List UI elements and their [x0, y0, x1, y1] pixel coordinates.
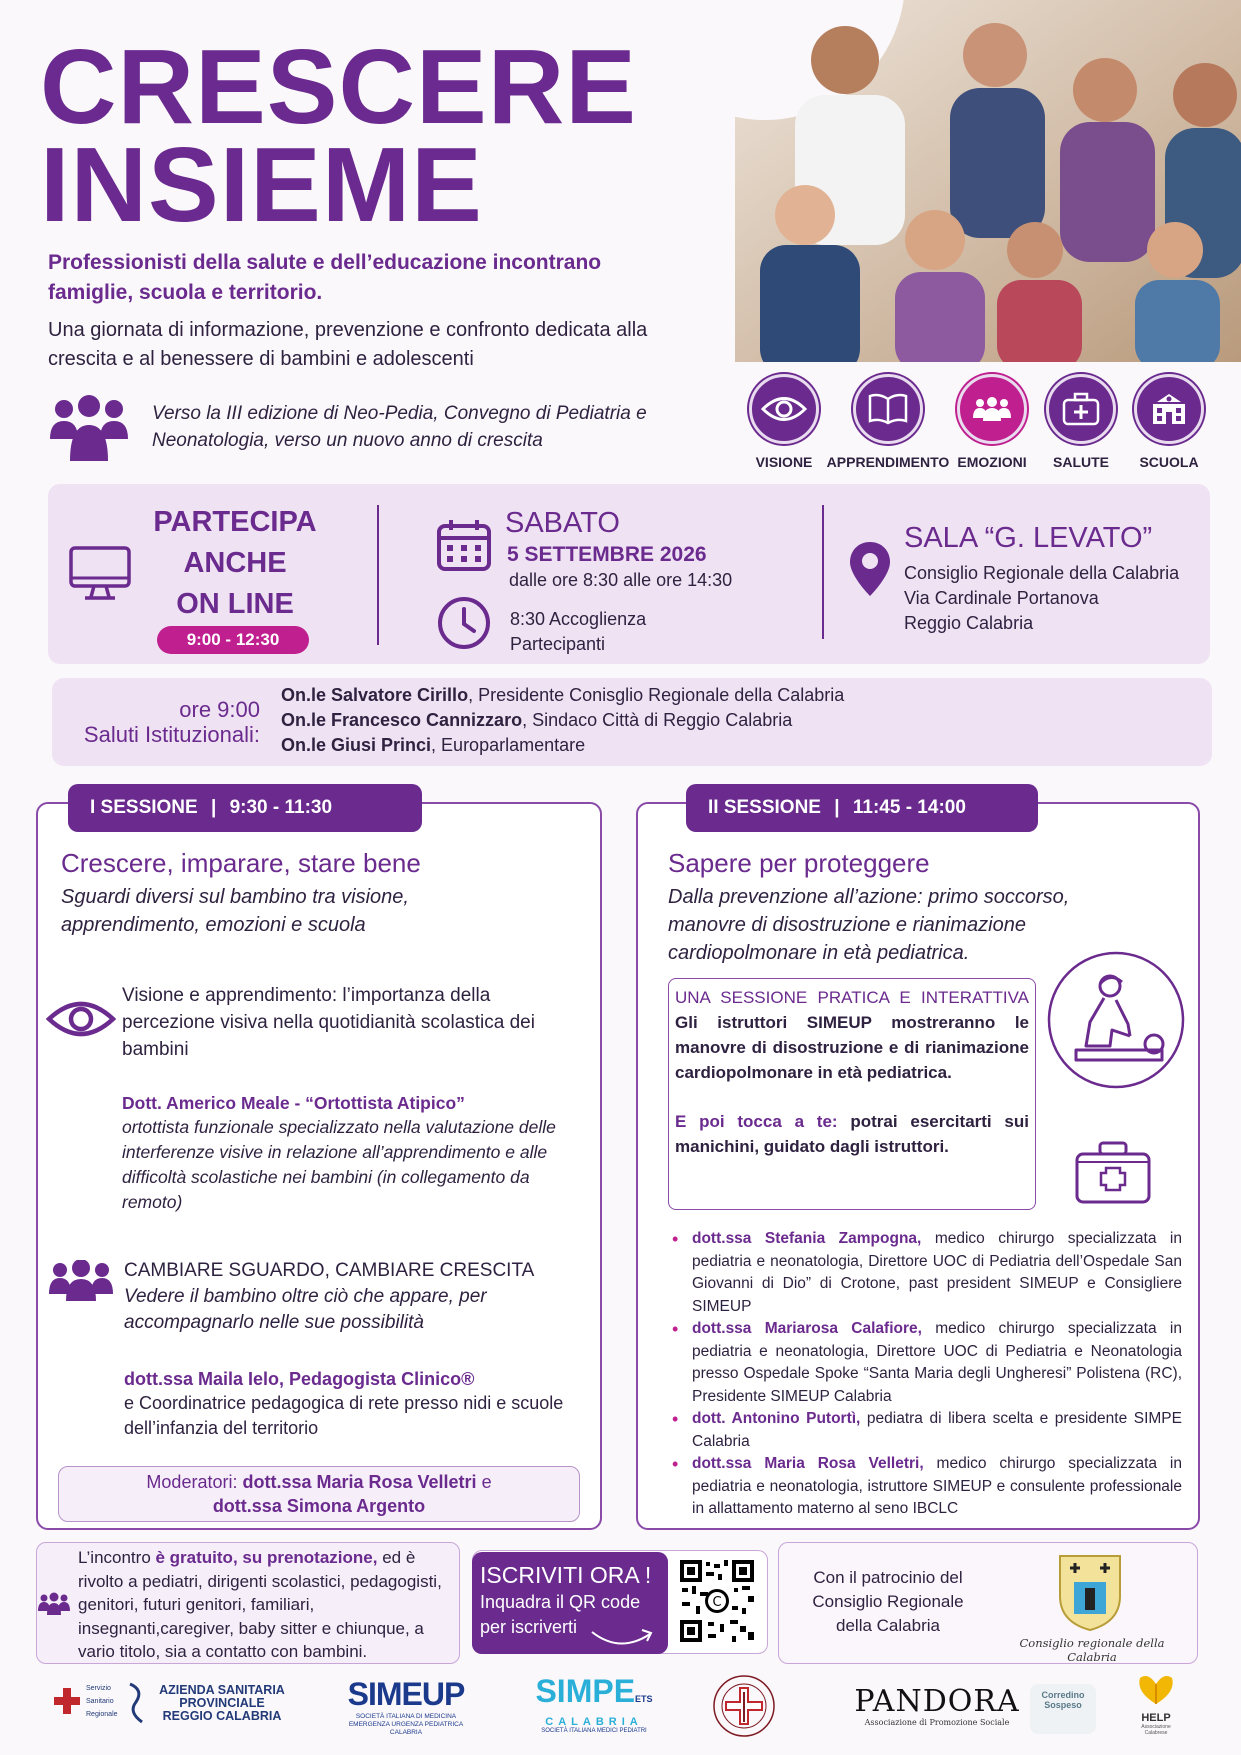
speaker-bio: medico chirurgo specializzata in pediatria e neonatologia, Direttore UOC di Pediatria e Neonatologia presso Ospedale Spoke “Santa Maria degli Ungheresi” Polistena (RC), Presidente SIMEUP Calabria	[692, 1320, 1182, 1405]
asp-small-2: Sanitario	[86, 1698, 114, 1705]
theme-label: VISIONE	[755, 454, 813, 470]
moderators-and: e	[476, 1472, 492, 1492]
speaker-name: dott.ssa Maria Rosa Velletri,	[692, 1455, 924, 1472]
calendar-icon	[436, 518, 492, 576]
signup-line-2: per iscriverti	[480, 1617, 578, 1637]
signup-cta[interactable]	[472, 1552, 668, 1654]
group-icon	[38, 1592, 70, 1620]
book-icon	[853, 374, 923, 444]
free-bold: è gratuito, su prenotazione,	[155, 1548, 378, 1567]
group-icon	[48, 1260, 114, 1306]
session-2-title: Sapere per proteggere	[668, 848, 930, 878]
title-line-1: CRESCERE	[40, 28, 638, 146]
session-1-subtitle: Sguardi diversi sul bambino tra visione, apprendimento, emozioni e scuola	[61, 886, 409, 936]
event-day: SABATO	[505, 507, 620, 539]
divider	[822, 505, 824, 639]
online-line-1: PARTECIPA	[153, 506, 317, 538]
moderator-1: dott.ssa Maria Rosa Velletri	[242, 1472, 477, 1492]
pandora-logo	[854, 1686, 1020, 1727]
hero-photo	[735, 0, 1241, 362]
asp-text	[152, 1684, 292, 1723]
talk-1-title: Visione e apprendimento: l’importanza della percezione visiva nella quotidianità scolastica dei bambini	[122, 985, 535, 1060]
free-post: ed è rivolto a pediatri, dirigenti scolastici, pedagogisti, genitori, futuri genitori, familiari, insegnanti,caregiver, baby sitter e chiunque, a vario titolo, sia a contatto con bambini.	[78, 1548, 442, 1661]
greetings-label	[60, 697, 260, 747]
help-logo	[1130, 1670, 1182, 1736]
asp-logo	[52, 1680, 292, 1740]
greetings-time: ore 9:00	[179, 697, 260, 722]
talk-1-bio: ortottista funzionale specializzato nella valutazione delle interferenze visive in relazione all’apprendimento e alle difficoltà scolastiche nei bambini (in collegamento da remoto)	[122, 1117, 556, 1212]
simpe-name: SIMPEETS	[535, 1673, 653, 1709]
session-tab-time: 9:30 - 11:30	[229, 797, 333, 818]
first-aid-icon	[1046, 374, 1116, 444]
speaker-bio: medico chirurgo specializzata in pediatria e neonatologia, istruttore SIMEUP e consulente professionale in allattamento materno al seno IBCLC	[692, 1455, 1182, 1517]
svg-text:C: C	[712, 1595, 722, 1610]
school-icon	[1134, 374, 1204, 444]
theme-label: APPRENDIMENTO	[826, 454, 950, 470]
subtitle: Professionisti della salute e dell’educazione incontrano famiglie, scuola e territorio.	[48, 251, 602, 304]
online-participation	[130, 502, 340, 625]
qr-code[interactable]	[678, 1558, 756, 1648]
theme-emozioni	[956, 374, 1028, 470]
online-line-2: ANCHE	[183, 547, 287, 579]
event-date: 5 SETTEMBRE 2026	[507, 543, 707, 566]
simeup-name: SIMEUP	[347, 1676, 465, 1712]
free-entry-text	[78, 1546, 454, 1664]
greetings-list	[281, 683, 844, 758]
divider	[377, 505, 379, 645]
theme-label: EMOZIONI	[957, 454, 1027, 470]
greeting-item	[281, 733, 844, 758]
practice-box	[668, 978, 1036, 1210]
council-signature: Consiglio regionale della Calabria	[1019, 1636, 1165, 1664]
greeting-role: , Europarlamentare	[431, 735, 586, 755]
pandora-name: PANDORA	[854, 1684, 1020, 1719]
first-aid-kit-icon	[1074, 1140, 1152, 1210]
venue-line-1: Consiglio Regionale della Calabria	[904, 563, 1180, 583]
theme-icons	[745, 374, 1225, 474]
welcome-info	[510, 607, 646, 657]
welcome-line-1: 8:30 Accoglienza	[510, 609, 647, 629]
cpr-icon	[1046, 950, 1186, 1094]
practice-cta-lead: E poi tocca a te:	[675, 1112, 838, 1131]
group-icon	[48, 395, 130, 467]
asp-small-3: Regionale	[86, 1711, 118, 1718]
talk-2-bio: e Coordinatrice pedagogica di rete presso nidi e scuole dell’infanzia del territorio	[124, 1393, 564, 1438]
pandora-sub: Associazione di Promozione Sociale	[864, 1718, 1010, 1727]
greetings-title: Saluti Istituzionali:	[83, 722, 260, 747]
greeting-name: On.le Salvatore Cirillo	[281, 685, 469, 705]
signup-title: ISCRIVITI ORA !	[480, 1562, 652, 1588]
event-hours: dalle ore 8:30 alle ore 14:30	[509, 570, 733, 590]
theme-apprendimento	[826, 374, 950, 470]
list-item	[672, 1453, 1182, 1521]
asp-line-3: REGGIO CALABRIA	[162, 1709, 282, 1723]
corredino-sospeso-logo	[1030, 1684, 1096, 1734]
corredino-1: Corredino	[1041, 1690, 1085, 1700]
eye-icon	[46, 997, 116, 1045]
corredino-2: Sospeso	[1044, 1700, 1082, 1710]
practice-body: Gli istruttori SIMEUP mostreranno le manovre di disostruzione e di rianimazione cardiopolmonare in età pediatrica.	[675, 1013, 1029, 1082]
greeting-name: On.le Francesco Cannizzaro	[281, 710, 523, 730]
practice-cta: potrai esercitarti sui manichini, guidato dagli istruttori.	[675, 1112, 1029, 1156]
online-line-3: ON LINE	[176, 588, 294, 620]
talk-1-speaker: Dott. Americo Meale - “Ortottista Atipico”	[122, 1093, 465, 1113]
description: Una giornata di informazione, prevenzione e confronto dedicata alla crescita e al benessere di bambini e adolescenti	[48, 319, 648, 370]
eye-icon	[749, 374, 819, 444]
location-pin-icon	[848, 540, 892, 602]
venue-name: SALA “G. LEVATO”	[904, 522, 1153, 554]
talk-2-title: CAMBIARE SGUARDO, CAMBIARE CRESCITA	[124, 1260, 535, 1281]
practice-title: UNA SESSIONE PRATICA E INTERATTIVA	[675, 988, 1029, 1007]
online-time-badge: 9:00 - 12:30	[157, 626, 309, 654]
greeting-role: , Sindaco Città di Reggio Calabria	[522, 710, 793, 730]
speaker-name: dott. Antonino Putortì,	[692, 1410, 861, 1427]
medical-order-seal-logo	[712, 1674, 776, 1742]
patronage-text: Con il patrocinio del Consiglio Regionale della Calabria	[812, 1568, 964, 1635]
instructor-list	[672, 1228, 1182, 1521]
asp-small-1: Servizio	[86, 1685, 111, 1692]
greeting-item	[281, 683, 844, 708]
region-crest-logo	[1056, 1552, 1124, 1636]
session-1-tab: I SESSIONE | 9:30 - 11:30	[68, 784, 422, 832]
talk-2-subtitle: Vedere il bambino oltre ciò che appare, per accompagnarlo nelle sue possibilità	[124, 1286, 487, 1333]
greeting-item	[281, 708, 844, 733]
monitor-icon	[68, 545, 132, 607]
session-tab-name: II SESSIONE	[708, 797, 821, 818]
free-pre: L’incontro	[78, 1548, 156, 1567]
speaker-bio: medico chirurgo specializzata in pediatria e neonatologia, Direttore UOC di Pediatria dell’Ospedale San Giovanni di Dio” di Crotone, past president SIMEUP e Consigliere SIMEUP	[692, 1230, 1182, 1315]
verso-neo-pedia: Verso la III edizione di Neo-Pedia, Convegno di Pediatria e Neonatologia, verso un nuovo anno di crescita	[152, 403, 647, 451]
simeup-logo	[338, 1676, 474, 1737]
list-item	[672, 1318, 1182, 1408]
clock-icon	[436, 595, 492, 655]
session-tab-time: 11:45 - 14:00	[852, 797, 966, 818]
help-name: HELP	[1141, 1712, 1171, 1724]
welcome-line-2: Partecipanti	[510, 634, 606, 654]
list-item	[672, 1228, 1182, 1318]
greeting-role: , Presidente Conisglio Regionale della Calabria	[468, 685, 845, 705]
simpe-sub: SOCIETÀ ITALIANA MEDICI PEDIATRI	[541, 1728, 647, 1734]
moderators	[58, 1466, 580, 1522]
speaker-name: dott.ssa Stefania Zampogna,	[692, 1230, 922, 1247]
title-line-2: INSIEME	[40, 126, 483, 244]
moderator-2: dott.ssa Simona Argento	[212, 1496, 426, 1516]
help-sub: Associazione Calabrese	[1141, 1724, 1171, 1736]
theme-visione	[748, 374, 820, 470]
event-title	[40, 28, 638, 244]
session-2-subtitle: Dalla prevenzione all’azione: primo soccorso, manovre di disostruzione e rianimazione cardiopolmonare in età pediatrica.	[668, 886, 1070, 964]
signup-line-1: Inquadra il QR code	[480, 1592, 641, 1612]
theme-label: SALUTE	[1053, 454, 1109, 470]
talk-2-speaker: dott.ssa Maila Ielo, Pedagogista Clinico®	[124, 1369, 475, 1389]
session-1-title: Crescere, imparare, stare bene	[61, 848, 421, 878]
list-item	[672, 1408, 1182, 1453]
simpe-logo	[532, 1674, 656, 1734]
simeup-sub: SOCIETÀ ITALIANA DI MEDICINA EMERGENZA URGENZA PEDIATRICA CALABRIA	[348, 1713, 464, 1736]
theme-scuola	[1133, 374, 1205, 470]
greeting-name: On.le Giusi Princi	[281, 735, 432, 755]
venue-line-2: Via Cardinale Portanova	[904, 588, 1099, 608]
speaker-name: dott.ssa Mariarosa Calafiore,	[692, 1320, 922, 1337]
simpe-region: CALABRIA	[545, 1716, 643, 1728]
asp-line-1: AZIENDA SANITARIA	[159, 1683, 285, 1697]
asp-line-2: PROVINCIALE	[179, 1696, 265, 1710]
theme-salute	[1045, 374, 1117, 470]
venue-address	[904, 561, 1179, 636]
asp-small-text	[86, 1682, 118, 1721]
theme-label: SCUOLA	[1139, 454, 1199, 470]
session-2-tab: II SESSIONE | 11:45 - 14:00	[686, 784, 1038, 832]
venue-line-3: Reggio Calabria	[904, 613, 1034, 633]
session-tab-name: I SESSIONE	[90, 797, 198, 818]
people-icon	[957, 374, 1027, 444]
moderators-label: Moderatori:	[146, 1472, 243, 1492]
speaker-bio: pediatra di libera scelta e presidente SIMPE Calabria	[692, 1410, 1182, 1450]
